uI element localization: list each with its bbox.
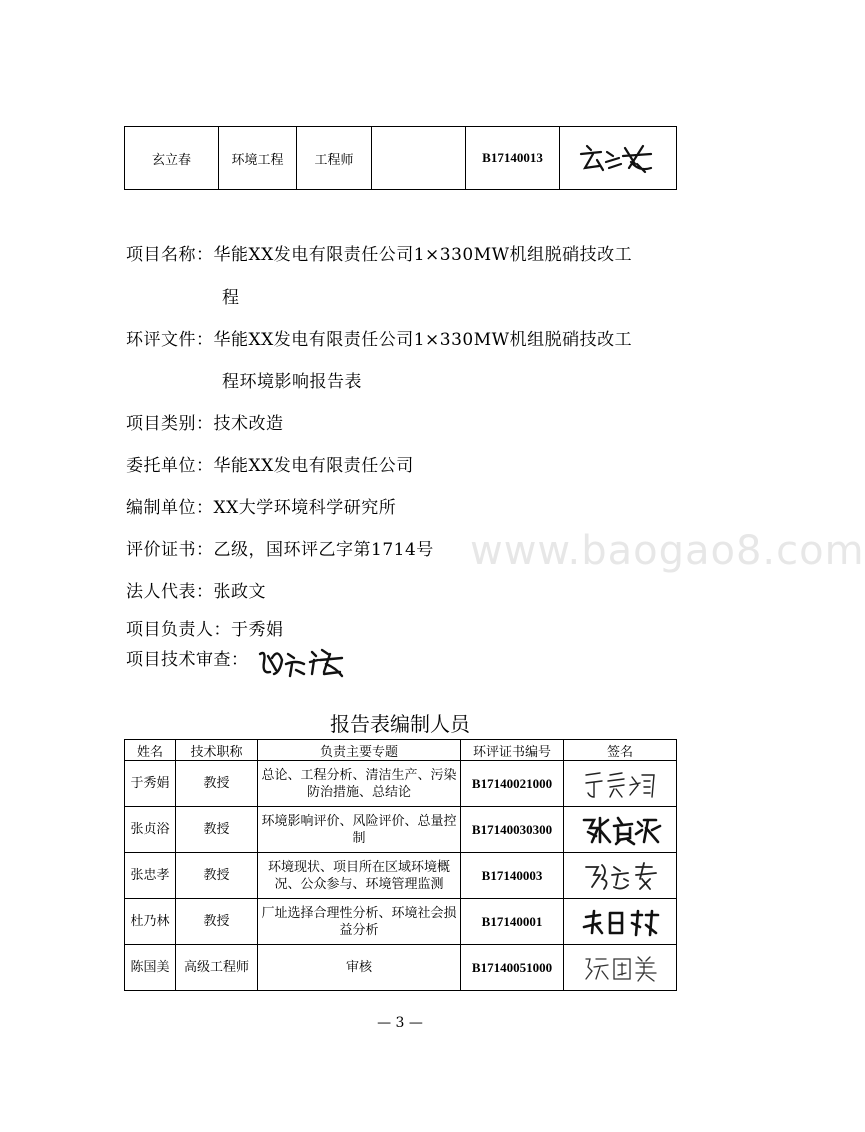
staff-topic: 审核 (258, 945, 461, 991)
eia-file-label: 环评文件： (126, 330, 214, 350)
eia-file-value: 华能XX发电有限责任公司1×330MW机组脱硝技改工 (213, 330, 633, 350)
staff-name: 张忠孝 (125, 853, 176, 899)
client-value: 华能XX发电有限责任公司 (213, 456, 414, 476)
staff-cert: B17140030300 (461, 807, 564, 853)
staff-topic (372, 127, 466, 190)
signature-image (564, 945, 677, 991)
top-staff-table (124, 126, 677, 190)
staff-title: 工程师 (297, 127, 372, 190)
staff-name: 杜乃林 (125, 899, 176, 945)
legal-rep-value: 张政文 (213, 582, 266, 602)
legal-rep-label: 法人代表： (126, 582, 214, 602)
reviewer-label: 项目技术审查： (126, 650, 249, 670)
staff-topic: 总论、工程分析、清洁生产、污染防治措施、总结论 (258, 761, 461, 807)
staff-topic: 厂址选择合理性分析、环境社会损益分析 (258, 899, 461, 945)
certificate-label: 评价证书： (126, 540, 214, 560)
table-row (125, 853, 677, 899)
project-manager (126, 620, 686, 640)
eia-file (126, 330, 686, 350)
client-unit (126, 456, 686, 476)
legal-representative (126, 582, 686, 602)
category-value: 技术改造 (213, 414, 284, 434)
staff-cert: B17140001 (461, 899, 564, 945)
header-name: 姓名 (125, 740, 176, 761)
staff-title: 教授 (176, 899, 258, 945)
compiler-unit (126, 498, 686, 518)
signature-image (564, 853, 677, 899)
project-name (126, 245, 686, 265)
signature-image (560, 127, 677, 190)
staff-title: 教授 (176, 807, 258, 853)
eia-file-cont (126, 372, 686, 392)
table-row (125, 945, 677, 991)
signature-image (256, 644, 348, 680)
watermark: www.baogao8.com (470, 528, 865, 574)
staff-cert: B17140021000 (461, 761, 564, 807)
signature-image (564, 761, 677, 807)
staff-cert: B17140013 (466, 127, 560, 190)
project-name-cont (126, 288, 686, 308)
staff-topic: 环境影响评价、风险评价、总量控制 (258, 807, 461, 853)
manager-value: 于秀娟 (231, 620, 284, 640)
staff-major: 环境工程 (219, 127, 297, 190)
staff-topic: 环境现状、项目所在区域环境概况、公众参与、环境管理监测 (258, 853, 461, 899)
table-row (125, 127, 677, 190)
header-signature: 签名 (564, 740, 677, 761)
compiler-value: XX大学环境科学研究所 (213, 498, 397, 518)
staff-cert: B17140003 (461, 853, 564, 899)
table-header-row (125, 740, 677, 761)
project-category (126, 414, 686, 434)
staff-name: 陈国美 (125, 945, 176, 991)
header-cert: 环评证书编号 (461, 740, 564, 761)
staff-name: 于秀娟 (125, 761, 176, 807)
staff-name: 玄立春 (125, 127, 219, 190)
client-label: 委托单位： (126, 456, 214, 476)
technical-reviewer (126, 650, 686, 670)
table-row (125, 761, 677, 807)
manager-label: 项目负责人： (126, 620, 231, 640)
staff-title: 教授 (176, 853, 258, 899)
staff-title: 教授 (176, 761, 258, 807)
staff-table (124, 739, 677, 991)
header-topic: 负责主要专题 (258, 740, 461, 761)
project-name-label: 项目名称： (126, 245, 214, 265)
staff-title: 高级工程师 (176, 945, 258, 991)
project-name-continuation: 程 (222, 288, 240, 308)
signature-image (564, 807, 677, 853)
staff-name: 张贞浴 (125, 807, 176, 853)
certificate-value: 乙级，国环评乙字第1714号 (213, 540, 434, 560)
project-name-value: 华能XX发电有限责任公司1×330MW机组脱硝技改工 (213, 245, 633, 265)
header-title: 技术职称 (176, 740, 258, 761)
staff-cert: B17140051000 (461, 945, 564, 991)
category-label: 项目类别： (126, 414, 214, 434)
table-row (125, 807, 677, 853)
eia-file-continuation: 程环境影响报告表 (222, 372, 362, 392)
table-row (125, 899, 677, 945)
staff-table-title: 报告表编制人员 (330, 712, 470, 736)
compiler-label: 编制单位： (126, 498, 214, 518)
signature-image (564, 899, 677, 945)
page-number: — 3 — (377, 1015, 423, 1031)
